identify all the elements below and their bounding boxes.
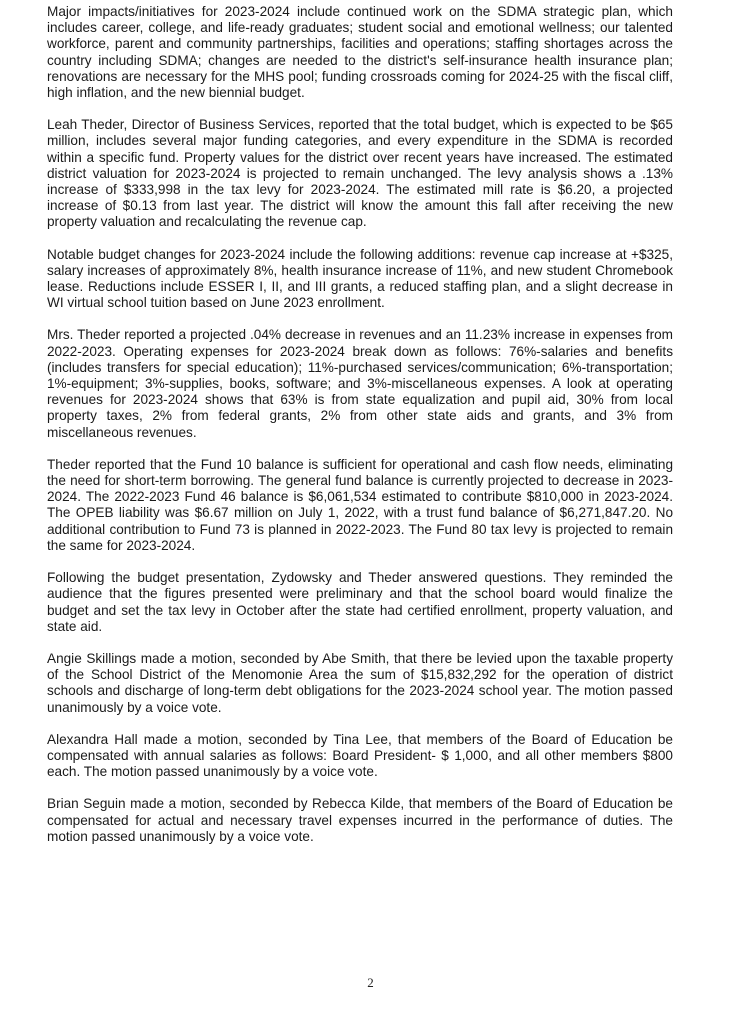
paragraph-travel-expense-motion: Brian Seguin made a motion, seconded by Rebecca Kilde, that members of the Board of Education be compensated for actual and necessary travel expenses incurred in the performance of duties. The motion passed unanimously by a voice vote. [47, 796, 673, 844]
paragraph-salary-motion: Alexandra Hall made a motion, seconded by Tina Lee, that members of the Board of Education be compensated with annual salaries as follows: Board President- $ 1,000, and all other members $800 each. The motion passed unanimously by a voice vote. [47, 731, 673, 780]
paragraph-fund-balances: Theder reported that the Fund 10 balance is sufficient for operational and cash flow needs, eliminating the need for short-term borrowing. The general fund balance is currently projected to decrease in 2023-2024. The 2022-2023 Fund 46 balance is $6,061,534 estimated to contribute $810,000 in 2023-2024. The OPEB liability was $6.67 million on July 1, 2022, with a trust fund balance of $6,271,847.20. No additional contribution to Fund 73 is planned in 2022-2023. The Fund 80 tax levy is projected to remain the same for 2023-2024. [47, 456, 673, 553]
paragraph-budget-changes: Notable budget changes for 2023-2024 include the following additions: revenue cap increase at +$325, salary increases of approximately 8%, health insurance increase of 11%, and new student Chromebook lease. Reductions include ESSER I, II, and III grants, a reduced staffing plan, and a slight decrease in WI virtual school tuition based on June 2023 enrollment. [47, 246, 673, 311]
paragraph-total-budget: Leah Theder, Director of Business Services, reported that the total budget, which is expected to be $65 million, includes several major funding categories, and every expenditure in the SDMA is recorded within a specific fund. Property values for the district over recent years have increased. The estimated district valuation for 2023-2024 is projected to remain unchanged. The levy analysis shows a .13% increase of $333,998 in the tax levy for 2023-2024. The estimated mill rate is $6.20, a projected increase of $0.13 from last year. The district will know the amount this fall after receiving the new property valuation and recalculating the revenue cap. [47, 117, 673, 230]
paragraph-major-impacts: Major impacts/initiatives for 2023-2024 include continued work on the SDMA strategic plan, which includes career, college, and life-ready graduates; student social and emotional wellness; our talented workforce, parent and community partnerships, facilities and operations; staffing shortages across the country including SDMA; changes are needed to the district's self-insurance health insurance plan; renovations are necessary for the MHS pool; funding crossroads coming for 2024-25 with the fiscal cliff, high inflation, and the new biennial budget. [47, 4, 673, 101]
paragraph-revenues-expenses: Mrs. Theder reported a projected .04% decrease in revenues and an 11.23% increase in expenses from 2022-2023. Operating expenses for 2023-2024 break down as follows: 76%-salaries and benefits (includes transfers for special education); 11%-purchased services/communication; 6%-transportation; 1%-equipment; 3%-supplies, books, software; and 3%-miscellaneous expenses. A look at operating revenues for 2023-2024 shows that 63% is from state equalization and pupil aid, 30% from local property taxes, 2% from federal grants, 2% from other state aids and grants, and 3% from miscellaneous revenues. [47, 327, 673, 440]
page-number: 2 [367, 975, 374, 990]
paragraph-tax-levy-motion: Angie Skillings made a motion, seconded by Abe Smith, that there be levied upon the taxable property of the School District of the Menomonie Area the sum of $15,832,292 for the operation of district schools and discharge of long-term debt obligations for the 2023-2024 school year. The motion passed unanimously by a voice vote. [47, 650, 673, 715]
paragraph-budget-questions: Following the budget presentation, Zydowsky and Theder answered questions. They reminded the audience that the figures presented were preliminary and that the school board would finalize the budget and set the tax levy in October after the state had certified enrollment, property valuation, and state aid. [47, 570, 673, 634]
document-body [47, 4, 673, 861]
